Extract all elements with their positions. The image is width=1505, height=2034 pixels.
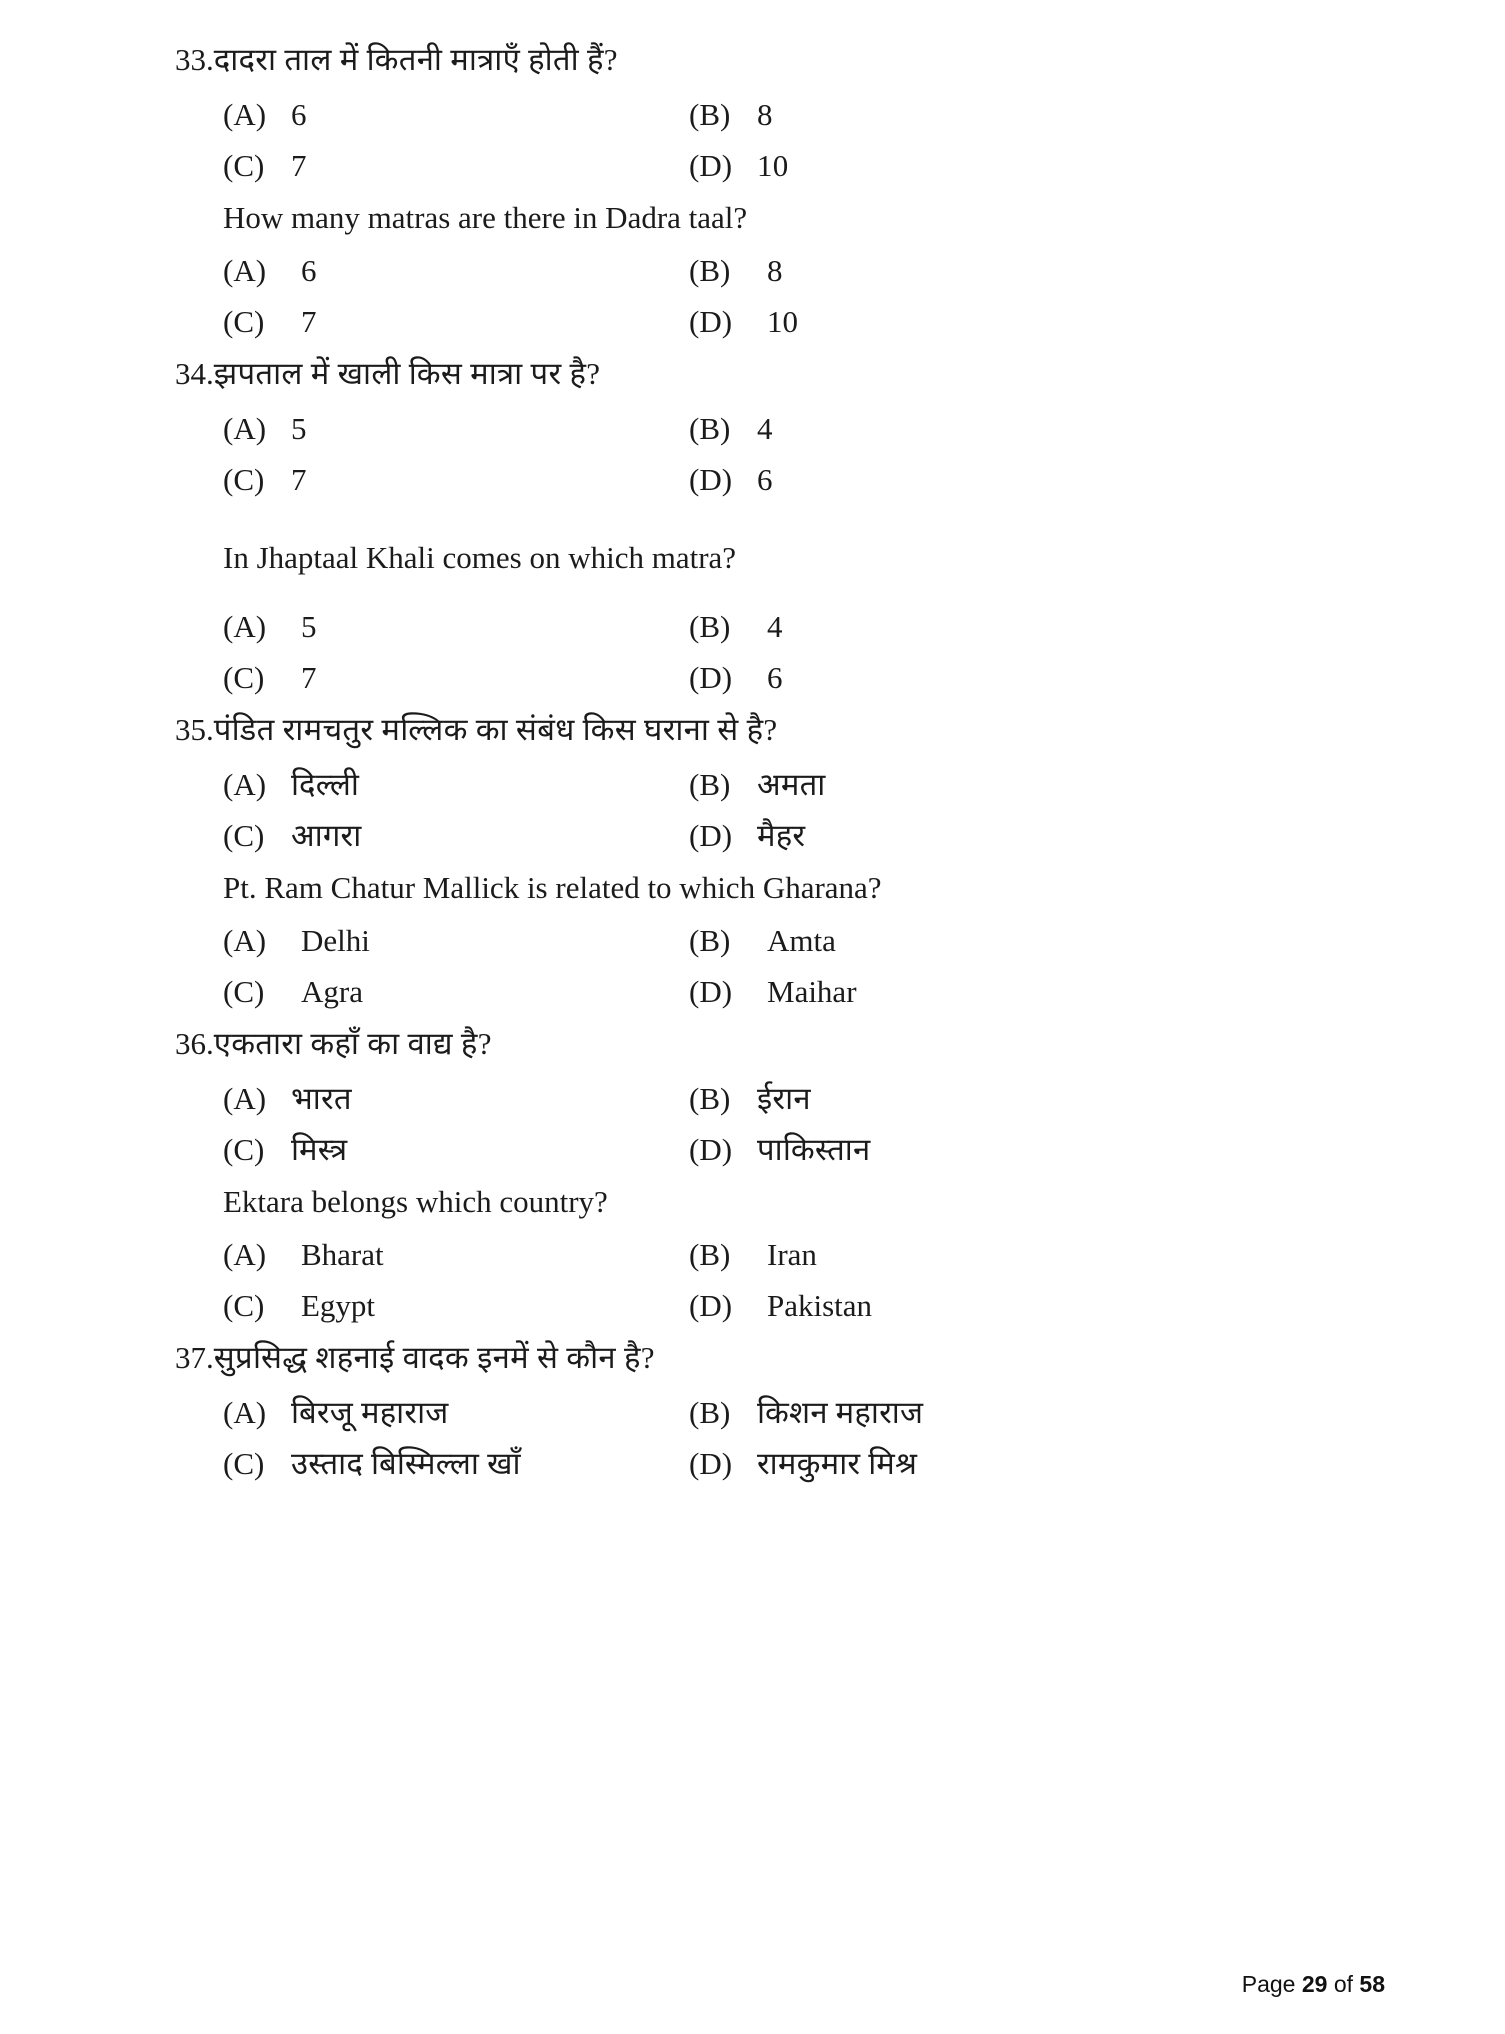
question-text-english-33: How many matras are there in Dadra taal? [223, 199, 748, 235]
option-row [175, 1131, 1385, 1182]
option-value: बिरजू महाराज [291, 1394, 449, 1430]
option-d[interactable] [689, 1131, 870, 1170]
option-row [175, 410, 1385, 461]
option-b-english[interactable] [689, 1236, 817, 1275]
question-text-english-36: Ektara belongs which country? [223, 1183, 608, 1219]
option-b-english[interactable] [689, 608, 783, 647]
option-b[interactable] [689, 410, 773, 449]
option-d[interactable] [689, 147, 788, 186]
option-key: (D) [689, 303, 733, 339]
option-value: Egypt [301, 1287, 376, 1323]
option-value: भारत [291, 1080, 352, 1116]
option-value: 4 [767, 608, 783, 644]
option-c[interactable] [223, 1131, 689, 1170]
option-row [175, 1394, 1385, 1445]
question-number-33: 33. [175, 42, 214, 77]
option-key: (D) [689, 147, 733, 183]
option-b[interactable] [689, 96, 773, 135]
question-number-36: 36. [175, 1025, 214, 1061]
option-d-english[interactable] [689, 1287, 872, 1326]
question-heading-33 [175, 40, 1385, 80]
option-value: 7 [301, 303, 317, 339]
option-key: (C) [223, 147, 265, 183]
footer-prefix: Page [1241, 1971, 1302, 1997]
option-value: मिस्त्र [291, 1131, 348, 1167]
option-row [175, 1445, 1385, 1496]
option-key: (A) [223, 252, 267, 288]
option-key: (A) [223, 1080, 267, 1116]
option-key: (B) [689, 1236, 731, 1272]
option-key: (D) [689, 461, 733, 497]
option-value: Amta [767, 922, 836, 958]
option-b[interactable] [689, 1080, 811, 1119]
option-d-english[interactable] [689, 973, 857, 1012]
option-c-english[interactable] [223, 973, 689, 1012]
option-key: (B) [689, 1394, 731, 1430]
option-key: (C) [223, 461, 265, 497]
question-text-english-34: In Jhaptaal Khali comes on which matra? [223, 539, 737, 575]
option-key: (D) [689, 659, 733, 695]
option-a[interactable] [223, 1080, 689, 1119]
question-text-english-35: Pt. Ram Chatur Mallick is related to which Gharana? [223, 869, 882, 905]
option-key: (C) [223, 1131, 265, 1167]
option-row [175, 922, 1385, 973]
question-heading-34 [175, 354, 1385, 394]
option-value: उस्ताद बिस्मिल्ला खाँ [291, 1445, 521, 1481]
option-value: Bharat [301, 1236, 384, 1272]
option-a-english[interactable] [223, 252, 689, 291]
option-d[interactable] [689, 817, 805, 856]
option-key: (D) [689, 817, 733, 853]
option-c-english[interactable] [223, 1287, 689, 1326]
option-key: (D) [689, 1445, 733, 1481]
option-key: (A) [223, 922, 267, 958]
option-key: (A) [223, 608, 267, 644]
option-key: (B) [689, 766, 731, 802]
option-c-english[interactable] [223, 303, 689, 342]
option-key: (C) [223, 1287, 265, 1323]
option-key: (D) [689, 1287, 733, 1323]
option-value: दिल्ली [291, 766, 360, 802]
option-value: किशन महाराज [757, 1394, 924, 1430]
option-key: (B) [689, 252, 731, 288]
option-c[interactable] [223, 147, 689, 186]
option-key: (B) [689, 410, 731, 446]
option-row [175, 96, 1385, 147]
question-number-34: 34. [175, 355, 214, 391]
option-value: 6 [757, 461, 773, 497]
option-value: अमता [757, 766, 826, 802]
option-d-english[interactable] [689, 303, 798, 342]
option-value: ईरान [757, 1080, 811, 1116]
option-b[interactable] [689, 1394, 923, 1433]
page-footer [1242, 1971, 1385, 1998]
question-heading-35 [175, 710, 1385, 750]
option-row [175, 973, 1385, 1024]
question-block-33 [175, 40, 1385, 354]
option-row [175, 461, 1385, 512]
option-key: (C) [223, 303, 265, 339]
option-a[interactable] [223, 766, 689, 805]
option-value: आगरा [291, 817, 362, 853]
option-a-english[interactable] [223, 608, 689, 647]
option-value: 10 [767, 303, 798, 339]
option-key: (A) [223, 96, 267, 132]
option-value: 6 [301, 252, 317, 288]
option-value: Pakistan [767, 1287, 873, 1323]
option-key: (B) [689, 1080, 731, 1116]
option-value: 6 [291, 96, 307, 132]
option-row [175, 766, 1385, 817]
option-row [175, 1236, 1385, 1287]
option-row [175, 608, 1385, 659]
option-key: (B) [689, 608, 731, 644]
question-block-36 [175, 1024, 1385, 1338]
option-d[interactable] [689, 461, 773, 500]
question-text-hindi-34: झपताल में खाली किस मात्रा पर है? [213, 355, 601, 391]
question-block-35 [175, 710, 1385, 1024]
question-number-35: 35. [175, 711, 214, 747]
option-value: 10 [757, 147, 789, 183]
option-a[interactable] [223, 410, 689, 449]
option-key: (D) [689, 973, 733, 1009]
option-value: 8 [767, 252, 783, 288]
question-text-hindi-36: एकतारा कहाँ का वाद्य है? [213, 1025, 492, 1061]
option-key: (C) [223, 659, 265, 695]
option-value: रामकुमार मिश्र [757, 1445, 918, 1481]
option-a-english[interactable] [223, 1236, 689, 1275]
option-value: 8 [757, 96, 773, 132]
option-row [175, 303, 1385, 354]
option-value: Maihar [767, 973, 857, 1009]
option-key: (C) [223, 817, 265, 853]
footer-total-pages: 58 [1359, 1971, 1385, 1997]
question-heading-36 [175, 1024, 1385, 1064]
option-a[interactable] [223, 1394, 689, 1433]
question-block-37 [175, 1338, 1385, 1496]
footer-middle: of [1327, 1971, 1360, 1997]
option-row [175, 252, 1385, 303]
option-a[interactable] [223, 96, 689, 135]
question-number-37: 37. [175, 1339, 214, 1375]
option-row [175, 659, 1385, 710]
option-key: (C) [223, 973, 265, 1009]
option-c[interactable] [223, 1445, 689, 1484]
question-heading-37 [175, 1338, 1385, 1378]
option-value: Delhi [301, 922, 370, 958]
footer-current-page: 29 [1301, 1971, 1328, 1997]
option-c[interactable] [223, 817, 689, 856]
option-c[interactable] [223, 461, 689, 500]
option-value: 6 [767, 659, 783, 695]
option-row [175, 817, 1385, 868]
option-value: 5 [291, 410, 307, 446]
option-key: (A) [223, 1394, 267, 1430]
option-key: (A) [223, 1236, 267, 1272]
option-b-english[interactable] [689, 922, 836, 961]
option-key: (B) [689, 96, 731, 132]
option-key: (A) [223, 766, 267, 802]
option-value: 7 [301, 659, 317, 695]
option-value: पाकिस्तान [757, 1131, 871, 1167]
option-b-english[interactable] [689, 252, 783, 291]
option-value: मैहर [757, 817, 806, 853]
option-key: (B) [689, 922, 731, 958]
option-a-english[interactable] [223, 922, 689, 961]
option-d-english[interactable] [689, 659, 783, 698]
option-value: 7 [291, 147, 307, 183]
option-value: Agra [301, 973, 363, 1009]
option-value: 5 [301, 608, 317, 644]
option-row [175, 147, 1385, 198]
question-text-hindi-35: पंडित रामचतुर मल्लिक का संबंध किस घराना से है? [213, 711, 778, 747]
option-row [175, 1080, 1385, 1131]
option-value: 7 [291, 461, 307, 497]
option-key: (C) [223, 1445, 265, 1481]
option-d[interactable] [689, 1445, 917, 1484]
option-key: (D) [689, 1131, 733, 1167]
option-value: Iran [767, 1236, 817, 1272]
option-key: (A) [223, 410, 267, 446]
option-row [175, 1287, 1385, 1338]
option-c-english[interactable] [223, 659, 689, 698]
option-value: 4 [757, 410, 773, 446]
option-b[interactable] [689, 766, 826, 805]
question-text-hindi-37: सुप्रसिद्ध शहनाई वादक इनमें से कौन है? [213, 1339, 655, 1375]
question-text-hindi-33: दादरा ताल में कितनी मात्राएँ होती हैं? [213, 42, 618, 77]
question-block-34 [175, 354, 1385, 710]
